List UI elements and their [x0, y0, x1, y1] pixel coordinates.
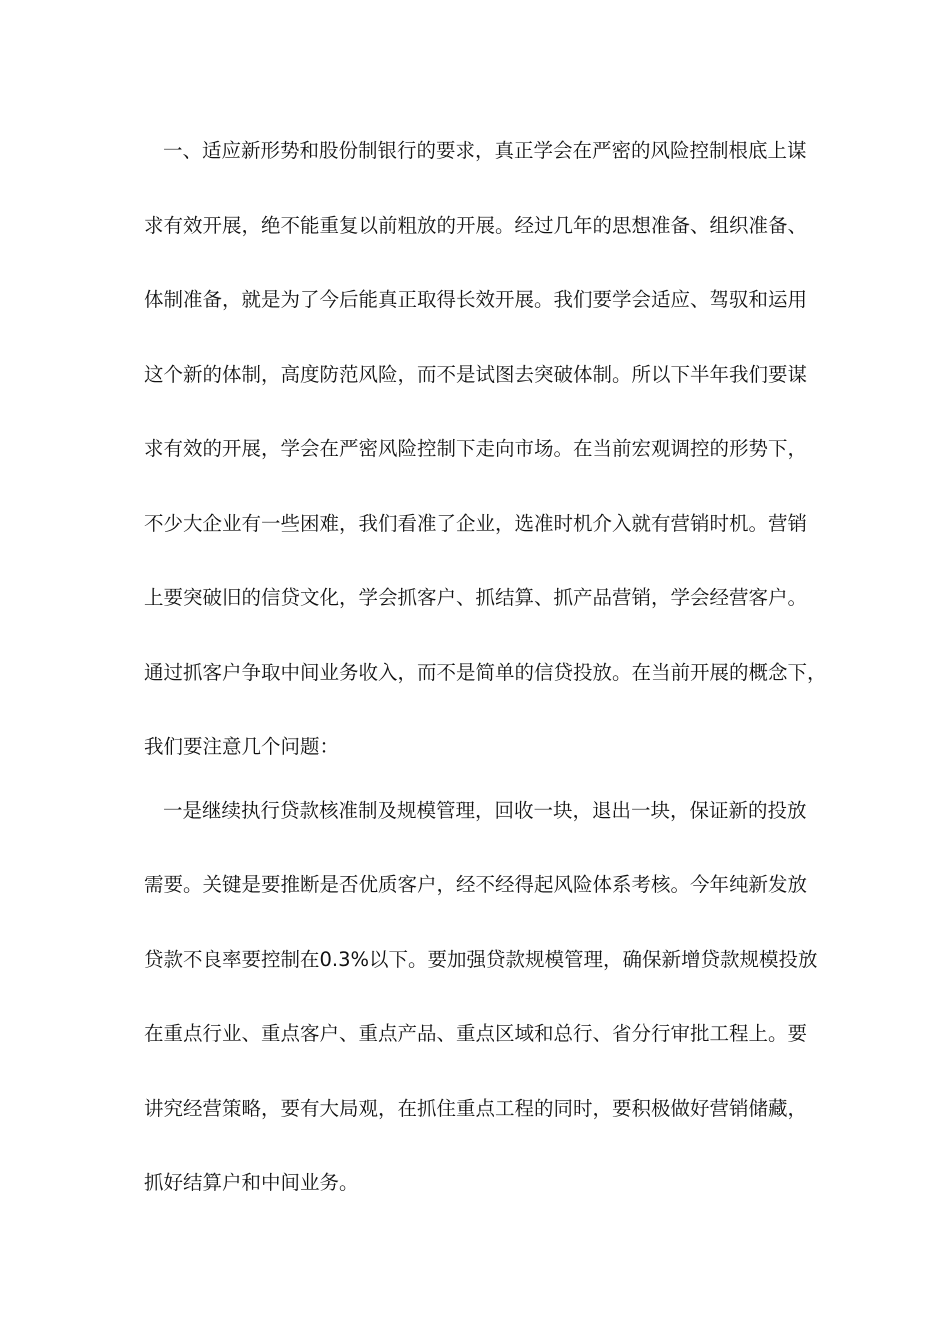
text-line: 抓好结算户和中间业务。 — [144, 1171, 359, 1194]
text-line: 这个新的体制，高度防范风险，而不是试图去突破体制。所以下半年我们要谋 — [144, 363, 808, 386]
text-line: 在重点行业、重点客户、重点产品、重点区域和总行、省分行审批工程上。要 — [144, 1022, 808, 1045]
text-line: 不少大企业有一些困难，我们看准了企业，选准时机介入就有营销时机。营销 — [144, 512, 808, 535]
text-line: 贷款不良率要控制在0.3%以下。要加强贷款规模管理，确保新增贷款规模投放 — [144, 948, 818, 971]
text-line: 体制准备，就是为了今后能真正取得长效开展。我们要学会适应、驾驭和运用 — [144, 288, 808, 311]
text-line: 一是继续执行贷款核准制及规模管理，回收一块，退出一块，保证新的投放 — [163, 799, 807, 822]
text-line: 一、适应新形势和股份制银行的要求，真正学会在严密的风险控制根底上谋 — [163, 139, 807, 162]
text-line: 通过抓客户争取中间业务收入，而不是简单的信贷投放。在当前开展的概念下， — [144, 661, 827, 684]
text-line: 需要。关键是要推断是否优质客户，经不经得起风险体系考核。今年纯新发放 — [144, 873, 808, 896]
text-line: 我们要注意几个问题： — [144, 735, 340, 758]
text-line: 求有效开展，绝不能重复以前粗放的开展。经过几年的思想准备、组织准备、 — [144, 214, 808, 237]
text-line: 上要突破旧的信贷文化，学会抓客户、抓结算、抓产品营销，学会经营客户。 — [144, 586, 808, 609]
text-line: 求有效的开展，学会在严密风险控制下走向市场。在当前宏观调控的形势下， — [144, 437, 808, 460]
text-line: 讲究经营策略，要有大局观，在抓住重点工程的同时，要积极做好营销储藏， — [144, 1097, 808, 1120]
